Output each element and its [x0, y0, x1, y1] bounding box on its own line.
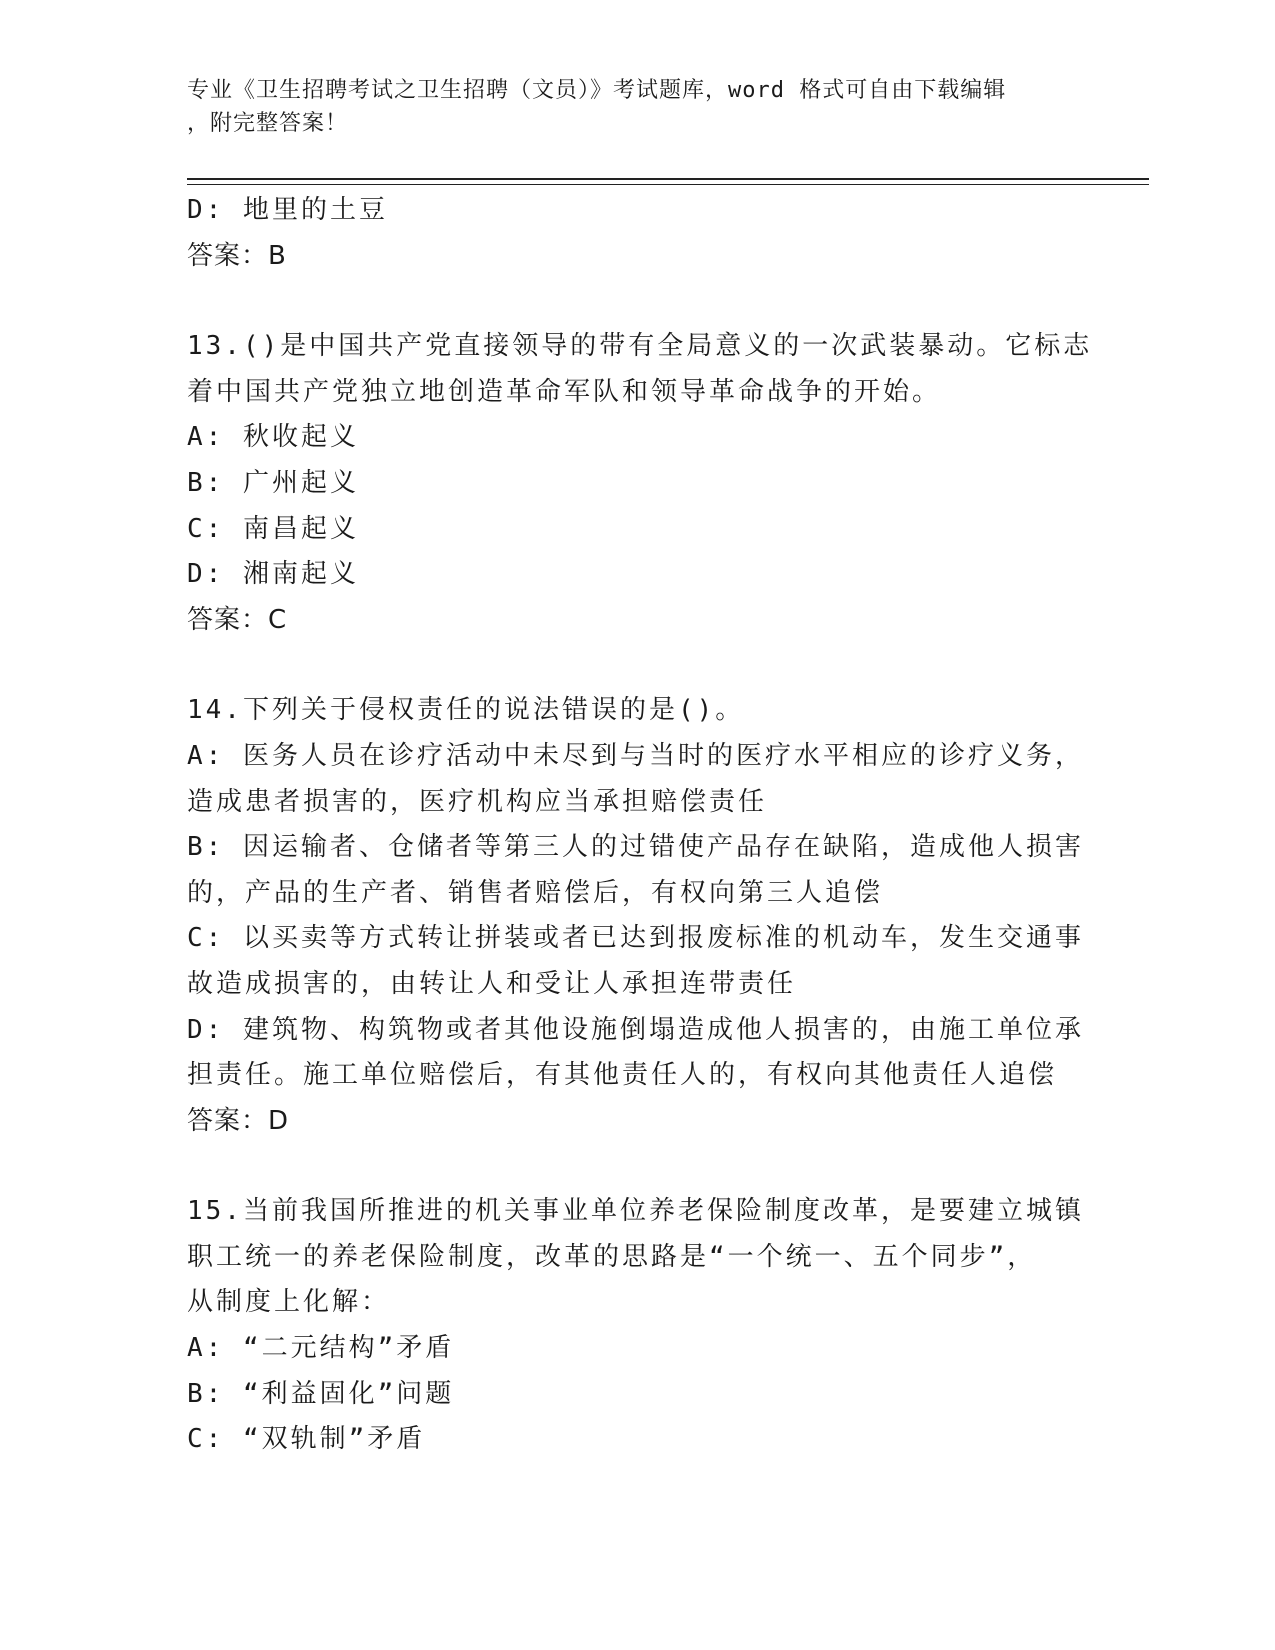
option-b-cont: 的，产品的生产者、销售者赔偿后，有权向第三人追偿 — [187, 877, 884, 908]
question-13 — [187, 324, 1093, 643]
option-b: B: 广州起义 — [187, 467, 359, 498]
header-rule-thin — [187, 184, 1149, 185]
option-a-cont: 造成患者损害的，医疗机构应当承担赔偿责任 — [187, 786, 768, 817]
option-d: D: 湘南起义 — [187, 559, 359, 590]
document-header — [187, 74, 1067, 140]
option-c: C: 以买卖等方式转让拼装或者已达到报废标准的机动车，发生交通事 — [187, 923, 1084, 954]
answer: 答案：D — [187, 1105, 290, 1136]
question-content — [187, 188, 1093, 1463]
option-c-cont: 故造成损害的，由转让人和受让人承担连带责任 — [187, 968, 797, 999]
header-rule-thick — [187, 178, 1149, 180]
question-stem-line: 职工统一的养老保险制度，改革的思路是“一个统一、五个同步”， — [187, 1241, 1037, 1272]
spacer — [187, 643, 1077, 688]
question-stem-line: 15.当前我国所推进的机关事业单位养老保险制度改革，是要建立城镇 — [187, 1196, 1084, 1227]
question-stem-line: 着中国共产党独立地创造革命军队和领导革命战争的开始。 — [187, 376, 942, 407]
spacer — [187, 279, 1077, 324]
option-b: B: 因运输者、仓储者等第三人的过错使产品存在缺陷，造成他人损害 — [187, 832, 1084, 863]
option-a: A: 医务人员在诊疗活动中未尽到与当时的医疗水平相应的诊疗义务， — [187, 740, 1084, 771]
question-stem-line: 从制度上化解： — [187, 1287, 391, 1318]
option-c: C: “双轨制”矛盾 — [187, 1424, 426, 1455]
option-a: A: “二元结构”矛盾 — [187, 1333, 455, 1364]
option-a: A: 秋收起义 — [187, 422, 359, 453]
question-stem-line: 13.()是中国共产党直接领导的带有全局意义的一次武装暴动。它标志 — [187, 331, 1093, 362]
option-d: D: 建筑物、构筑物或者其他设施倒塌造成他人损害的，由施工单位承 — [187, 1014, 1084, 1045]
answer: 答案：C — [187, 604, 288, 635]
option-c: C: 南昌起义 — [187, 513, 359, 544]
question-14 — [187, 688, 1084, 1144]
option-b: B: “利益固化”问题 — [187, 1378, 455, 1409]
question-stem-line: 14.下列关于侵权责任的说法错误的是()。 — [187, 695, 745, 726]
option-d-cont: 担责任。施工单位赔偿后，有其他责任人的，有权向其他责任人追偿 — [187, 1060, 1058, 1091]
prev-answer: 答案：B — [187, 240, 287, 271]
header-line-2: ，附完整答案！ — [187, 111, 349, 136]
spacer — [187, 1144, 1077, 1189]
question-15 — [187, 1189, 1084, 1463]
header-line-1: 专业《卫生招聘考试之卫生招聘（文员）》考试题库，word 格式可自由下载编辑 — [187, 78, 1007, 103]
prev-option-d: D: 地里的土豆 — [187, 195, 388, 225]
